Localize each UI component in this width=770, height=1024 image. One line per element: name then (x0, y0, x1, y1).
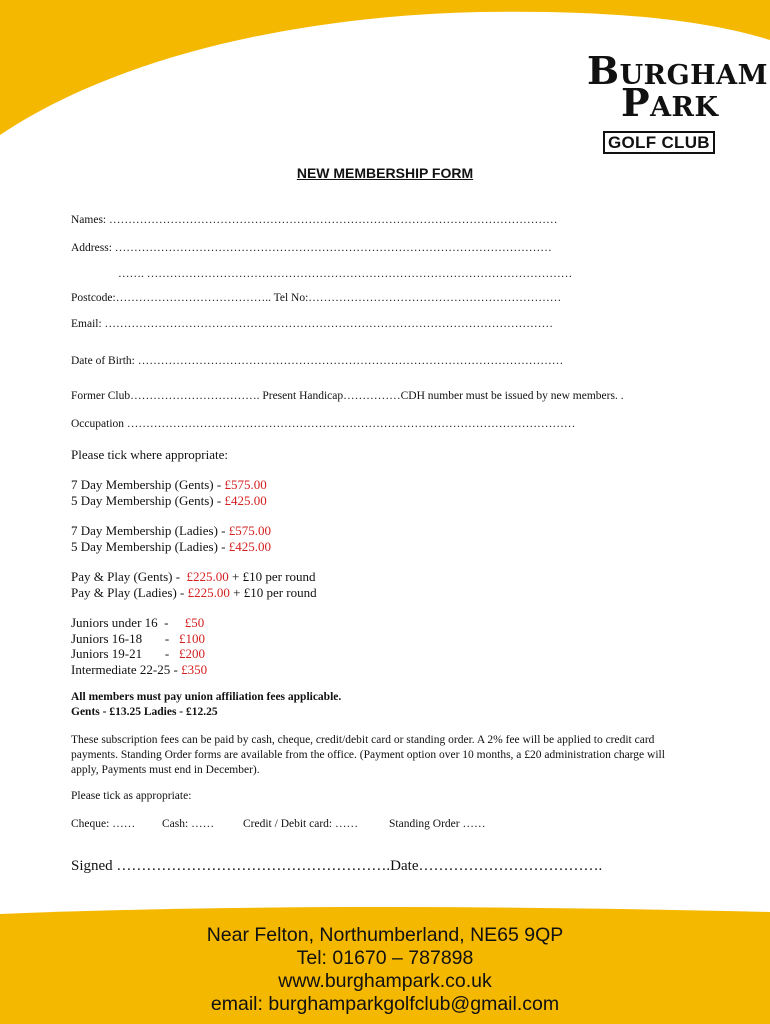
tick-heading: Please tick where appropriate: (71, 447, 229, 462)
option-pay-play-ladies[interactable]: Pay & Play (Ladies) - £225.00 + £10 per round (71, 584, 317, 600)
email-field[interactable]: Email: ……………………………………………………………………………………………………… (71, 318, 554, 330)
footer-email[interactable]: email: burghamparkgolfclub@gmail.com (210, 993, 560, 1015)
footer-address: Near Felton, Northumberland, NE65 9QP (206, 924, 564, 946)
dob-field[interactable]: Date of Birth: ………………………………………………………………………………………………… (71, 355, 564, 367)
payment-cheque[interactable]: Cheque: …… (71, 818, 136, 830)
footer-contact (0, 924, 770, 1016)
option-group-ladies (71, 523, 271, 554)
option-juniors-under-16[interactable]: Juniors under 16 - £50 (71, 615, 205, 630)
former-club-field[interactable]: Former Club……………………………. Present Handicap……………CDH number must be issued by new members. . (71, 390, 624, 402)
option-juniors-16-18[interactable]: Juniors 16-18 - £100 (71, 630, 205, 646)
option-group-gents (71, 477, 267, 508)
address-field[interactable]: Address: …………………………………………………………………………………………………… (71, 242, 552, 254)
club-logo (585, 38, 769, 156)
option-group-pay-play (71, 569, 317, 600)
payment-tick-heading: Please tick as appropriate: (71, 790, 192, 802)
signature-date-line[interactable]: Signed ……………………………………………….Date………………………………. (71, 858, 603, 874)
affiliation-fees-note: All members must pay union affiliation fees applicable. (71, 691, 342, 703)
payment-cash[interactable]: Cash: …… (162, 818, 215, 830)
form-title: NEW MEMBERSHIP FORM (296, 165, 474, 181)
postcode-tel-field[interactable]: Postcode:………………………………….. Tel No:………………………………………………………… (71, 292, 562, 304)
footer-website[interactable]: www.burghampark.co.uk (278, 970, 492, 992)
option-group-juniors (71, 615, 207, 677)
address-line2-field[interactable]: ……. ………………………………………………………………………………………………… (118, 268, 573, 280)
logo-line-park: PARK (621, 80, 719, 125)
option-intermediate-22-25[interactable]: Intermediate 22-25 - £350 (71, 661, 208, 677)
payment-note: These subscription fees can be paid by cash, cheque, credit/debit card or standing order. A 2% fee will be applied to credit card payments. Standing Order forms are available from the office. (Payment option over 10 months, a £20 administration charge will apply, Payments must end in December). (71, 734, 665, 776)
names-field[interactable]: Names: ……………………………………………………………………………………………………… (71, 214, 558, 226)
occupation-field[interactable]: Occupation ……………………………………………………………………………………………………… (71, 418, 576, 430)
option-juniors-19-21[interactable]: Juniors 19-21 - £200 (71, 646, 205, 661)
option-5day-ladies[interactable]: 5 Day Membership (Ladies) - £425.00 (71, 538, 272, 554)
affiliation-fees-values: Gents - £13.25 Ladies - £12.25 (71, 706, 218, 718)
footer-tel: Tel: 01670 – 787898 (296, 947, 474, 969)
option-7day-ladies[interactable]: 7 Day Membership (Ladies) - £575.00 (71, 523, 272, 538)
option-5day-gents[interactable]: 5 Day Membership (Gents) - £425.00 (71, 492, 267, 508)
payment-standing-order[interactable]: Standing Order …… (389, 818, 486, 830)
option-7day-gents[interactable]: 7 Day Membership (Gents) - £575.00 (71, 477, 267, 492)
payment-card[interactable]: Credit / Debit card: …… (243, 818, 358, 830)
option-pay-play-gents[interactable]: Pay & Play (Gents) - £225.00 + £10 per round (71, 569, 316, 584)
logo-line-burgham: BURGHAM (587, 48, 769, 93)
logo-golf-club-badge: GOLF CLUB (603, 131, 715, 154)
